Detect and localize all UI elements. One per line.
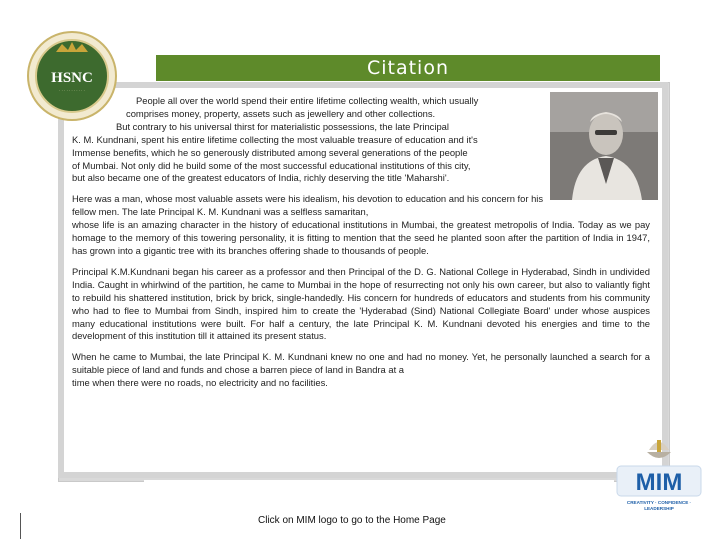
paragraph-intro	[72, 95, 650, 185]
footer-strip	[144, 480, 614, 540]
divider	[20, 513, 21, 539]
citation-text	[72, 95, 650, 398]
text-line: Immense benefits, which he so generously distributed among several generations of the people	[72, 146, 468, 158]
text-line: But contrary to his universal thirst for materialistic possessions, the late Principal	[116, 120, 449, 132]
mim-logo-home-link[interactable]	[611, 430, 707, 526]
text-line: K. M. Kundnani, spent his entire lifetime collecting the most valuable treasure of education and it's	[72, 133, 478, 145]
lamp-icon	[647, 440, 671, 458]
text-line: Here was a man, whose most valuable assets were his idealism, his devotion to education and his concern for his fellow men. The late Principal K. M. Kundnani was a selfless samaritan,	[72, 193, 544, 218]
paragraph-mumbai	[72, 351, 650, 390]
text-line: time when there were no roads, no electricity and no facilities.	[72, 377, 328, 389]
svg-text:LEADERSHIP: LEADERSHIP	[644, 506, 674, 511]
text-line: People all over the world spend their entire lifetime collecting wealth, which usually	[136, 95, 479, 106]
text-line: of Mumbai. Not only did he build some of the most successful educational institutions of this city,	[72, 159, 471, 171]
svg-text:MIM: MIM	[635, 469, 683, 496]
svg-text:CREATIVITY · CONFIDENCE ·: CREATIVITY · CONFIDENCE ·	[626, 500, 692, 505]
text-line: but also became one of the greatest educators of India, richly deserving the title 'Maharshi'.	[72, 172, 450, 184]
text-line: whose life is an amazing character in the history of educational institutions in Mumbai, the greatest metropolis of India. Today as we pay homage to the memory of this towering personality, it is fitting to mention that the seed he planted soon after the partition of India in 1947, has grown into a gigantic tree with its branches offering shade to thousands of people.	[72, 219, 650, 256]
paragraph-idealism	[72, 193, 650, 258]
text-line: comprises money, property, assets such as jewellery and other collections.	[126, 107, 436, 119]
paragraph-career: Principal K.M.Kundnani began his career as a professor and then Principal of the D. G. National College in Hyderabad, Sindh in undivided India. Caught in whirlwind of the partition, he came to Mumbai in the hope of resurrecting not only his own career, but also to valiantly fight to rebuild his shattered institution, brick by brick, single-handedly. His concern for hundreds of educators and students from his community who had to flee to Mumbai from Sindh, inspired him to create the 'Hyderabad (Sind) National Collegiate Board' under whose auspices many educational institutions were built. For half a century, the late Principal K. M. Kundnani devoted his energies and time to the development of this institution till it attained its present status.	[72, 265, 650, 342]
home-page-hint: Click on MIM logo to go to the Home Page	[258, 515, 446, 526]
page-title: Citation	[156, 55, 660, 81]
svg-text:· · · · · · · · · · ·: · · · · · · · · · · ·	[59, 88, 85, 93]
svg-text:HSNC: HSNC	[51, 70, 93, 86]
text-line: When he came to Mumbai, the late Principal K. M. Kundnani knew no one and had no money. Yet, he personally launched a search for a suitable piece of land and funds and chose a barren piece of land in Bandra at a	[72, 351, 650, 376]
